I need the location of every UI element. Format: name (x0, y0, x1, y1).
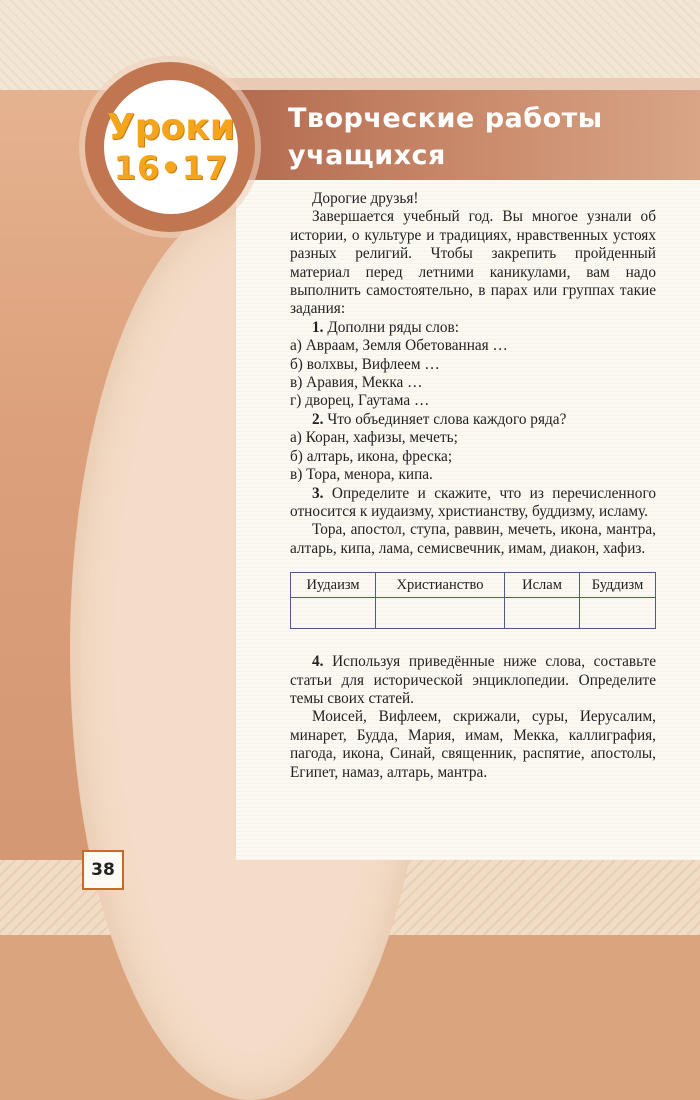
task-3-number: 3. (312, 484, 324, 502)
task-2-item: в) Тора, менора, кипа. (290, 466, 433, 484)
page-number: 38 (82, 850, 124, 890)
top-background (0, 0, 700, 90)
table-cell (580, 598, 656, 629)
table-header-judaism: Иудаизм (291, 573, 376, 598)
task-4-text: Используя приведённые ниже слова, составьте статьи для исторической энциклопедии. Определите темы своих статей. (290, 653, 657, 707)
task-1-item: г) дворец, Гаутама … (290, 392, 430, 410)
table-header-islam: Ислам (505, 573, 580, 598)
task-2-number: 2. (312, 410, 324, 428)
header-band-stripe (190, 78, 700, 90)
table-header-christianity: Христианство (376, 573, 505, 598)
table-header-row (291, 573, 656, 598)
task-4-words: Моисей, Вифлеем, скрижали, суры, Иерусалим, минарет, Будда, Мария, имам, Мекка, каллиграфия, пагода, икона, Синай, священник, распятие, апостолы, Египет, намаз, алтарь, мантра. (290, 708, 656, 781)
greeting: Дорогие друзья! (312, 190, 419, 207)
table-cell (291, 598, 376, 629)
task-1 (290, 319, 656, 337)
table-cell (376, 598, 505, 629)
table-row (291, 598, 656, 629)
table-cell (505, 598, 580, 629)
lesson-badge-numbers: 16•17 (113, 149, 229, 187)
task-2-item: б) алтарь, икона, фреска; (290, 447, 453, 465)
task-1-number: 1. (312, 318, 324, 336)
task-1-item: б) волхвы, Вифлеем … (290, 355, 440, 373)
task-4 (290, 653, 656, 708)
task-1-text: Дополни ряды слов: (327, 318, 459, 336)
lesson-badge-word: Уроки (107, 107, 235, 148)
task-3-words: Тора, апостол, ступа, раввин, мечеть, икона, мантра, алтарь, кипа, лама, семисвечник, имам, диакон, хафиз. (290, 521, 656, 557)
task-4-number: 4. (312, 653, 324, 671)
page-title-line2: учащихся (288, 140, 446, 171)
task-2 (290, 411, 656, 429)
intro-paragraph: Завершается учебный год. Вы многое узнали об истории, о культуре и традициях, нравственных устоях разных религий. Чтобы закрепить пройденный материал перед летними каникулами, вам надо выполнить самостоятельно, в парах или группах такие задания: (290, 208, 656, 318)
task-1-item: в) Аравия, Мекка … (290, 374, 423, 392)
lesson-badge (104, 80, 238, 214)
task-1-item: а) Авраам, Земля Обетованная … (290, 337, 508, 355)
religion-table (290, 572, 656, 629)
task-3-text: Определите и скажите, что из перечисленного относится к иудаизму, христианству, буддизму, исламу. (290, 484, 656, 520)
table-header-buddhism: Буддизм (580, 573, 656, 598)
page-title (288, 100, 688, 174)
body-text (290, 190, 656, 782)
task-2-text: Что объединяет слова каждого ряда? (327, 410, 567, 428)
task-3 (290, 485, 656, 522)
task-2-item: а) Коран, хафизы, мечеть; (290, 429, 458, 447)
page-title-line1: Творческие работы (288, 103, 603, 134)
